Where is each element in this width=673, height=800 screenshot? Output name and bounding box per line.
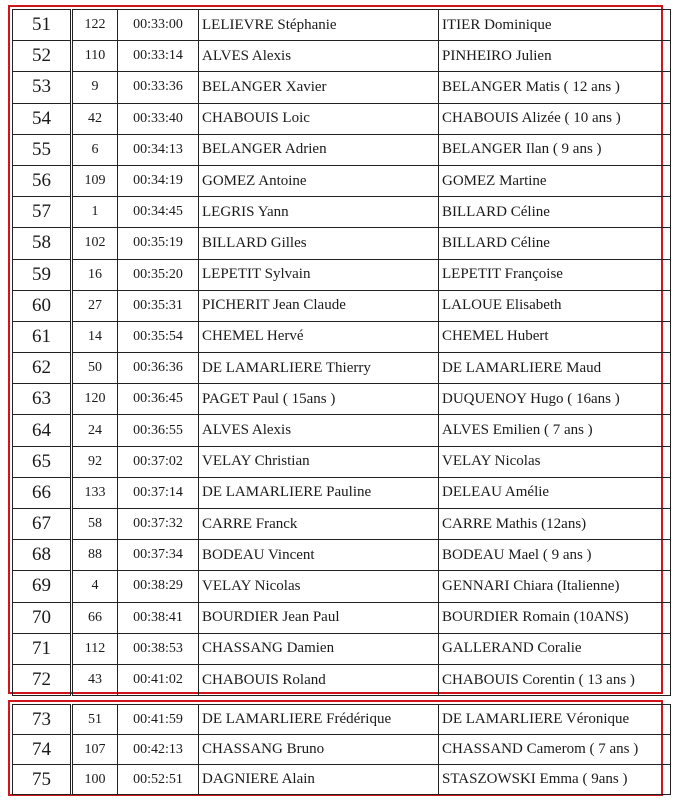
rank-cell: 70 bbox=[13, 602, 72, 633]
runner-2-name-cell: CHASSAND Camerom ( 7 ans ) bbox=[439, 735, 671, 765]
runner-2-name-cell: BOURDIER Romain (10ANS) bbox=[439, 602, 671, 633]
table-row bbox=[13, 446, 671, 477]
rank-cell: 69 bbox=[13, 571, 72, 602]
runner-1-name-cell: LEPETIT Sylvain bbox=[199, 259, 439, 290]
runner-1-name-cell: CHASSANG Bruno bbox=[199, 735, 439, 765]
rank-cell: 72 bbox=[13, 664, 72, 695]
table-row bbox=[13, 290, 671, 321]
runner-2-name-cell: DE LAMARLIERE Véronique bbox=[439, 705, 671, 735]
finish-time-cell: 00:35:54 bbox=[118, 321, 199, 352]
bib-number-cell: 110 bbox=[72, 41, 118, 72]
runner-1-name-cell: BOURDIER Jean Paul bbox=[199, 602, 439, 633]
finish-time-cell: 00:41:02 bbox=[118, 664, 199, 695]
finish-time-cell: 00:37:34 bbox=[118, 540, 199, 571]
rank-cell: 54 bbox=[13, 103, 72, 134]
runner-1-name-cell: CHASSANG Damien bbox=[199, 633, 439, 664]
runner-2-name-cell: GOMEZ Martine bbox=[439, 165, 671, 196]
bib-number-cell: 133 bbox=[72, 477, 118, 508]
runner-1-name-cell: ALVES Alexis bbox=[199, 415, 439, 446]
runner-2-name-cell: BODEAU Mael ( 9 ans ) bbox=[439, 540, 671, 571]
table-row bbox=[13, 103, 671, 134]
bib-number-cell: 92 bbox=[72, 446, 118, 477]
rank-cell: 73 bbox=[13, 705, 72, 735]
bib-number-cell: 9 bbox=[72, 72, 118, 103]
runner-2-name-cell: BILLARD Céline bbox=[439, 228, 671, 259]
runner-2-name-cell: LEPETIT Françoise bbox=[439, 259, 671, 290]
bib-number-cell: 112 bbox=[72, 633, 118, 664]
finish-time-cell: 00:37:02 bbox=[118, 446, 199, 477]
results-table-top-section bbox=[8, 5, 663, 694]
finish-time-cell: 00:34:13 bbox=[118, 134, 199, 165]
results-table bbox=[12, 704, 671, 795]
table-row bbox=[13, 228, 671, 259]
runner-1-name-cell: DE LAMARLIERE Thierry bbox=[199, 353, 439, 384]
finish-time-cell: 00:37:14 bbox=[118, 477, 199, 508]
bib-number-cell: 27 bbox=[72, 290, 118, 321]
bib-number-cell: 109 bbox=[72, 165, 118, 196]
finish-time-cell: 00:34:45 bbox=[118, 197, 199, 228]
finish-time-cell: 00:41:59 bbox=[118, 705, 199, 735]
bib-number-cell: 107 bbox=[72, 735, 118, 765]
runner-2-name-cell: BELANGER Ilan ( 9 ans ) bbox=[439, 134, 671, 165]
rank-cell: 65 bbox=[13, 446, 72, 477]
bib-number-cell: 122 bbox=[72, 10, 118, 41]
runner-1-name-cell: DE LAMARLIERE Frédérique bbox=[199, 705, 439, 735]
finish-time-cell: 00:42:13 bbox=[118, 735, 199, 765]
runner-2-name-cell: BILLARD Céline bbox=[439, 197, 671, 228]
runner-1-name-cell: CHEMEL Hervé bbox=[199, 321, 439, 352]
runner-2-name-cell: CHABOUIS Corentin ( 13 ans ) bbox=[439, 664, 671, 695]
finish-time-cell: 00:33:00 bbox=[118, 10, 199, 41]
finish-time-cell: 00:38:53 bbox=[118, 633, 199, 664]
rank-cell: 51 bbox=[13, 10, 72, 41]
table-row bbox=[13, 765, 671, 795]
rank-cell: 64 bbox=[13, 415, 72, 446]
runner-1-name-cell: BELANGER Adrien bbox=[199, 134, 439, 165]
bib-number-cell: 102 bbox=[72, 228, 118, 259]
runner-1-name-cell: CHABOUIS Roland bbox=[199, 664, 439, 695]
runner-1-name-cell: ALVES Alexis bbox=[199, 41, 439, 72]
finish-time-cell: 00:37:32 bbox=[118, 509, 199, 540]
table-row bbox=[13, 633, 671, 664]
bib-number-cell: 50 bbox=[72, 353, 118, 384]
rank-cell: 67 bbox=[13, 509, 72, 540]
runner-2-name-cell: ITIER Dominique bbox=[439, 10, 671, 41]
bib-number-cell: 24 bbox=[72, 415, 118, 446]
rank-cell: 66 bbox=[13, 477, 72, 508]
rank-cell: 75 bbox=[13, 765, 72, 795]
bib-number-cell: 88 bbox=[72, 540, 118, 571]
table-row bbox=[13, 602, 671, 633]
runner-1-name-cell: VELAY Nicolas bbox=[199, 571, 439, 602]
rank-cell: 61 bbox=[13, 321, 72, 352]
runner-2-name-cell: ALVES Emilien ( 7 ans ) bbox=[439, 415, 671, 446]
runner-2-name-cell: VELAY Nicolas bbox=[439, 446, 671, 477]
rank-cell: 53 bbox=[13, 72, 72, 103]
table-row bbox=[13, 197, 671, 228]
bib-number-cell: 4 bbox=[72, 571, 118, 602]
finish-time-cell: 00:33:36 bbox=[118, 72, 199, 103]
rank-cell: 57 bbox=[13, 197, 72, 228]
table-row bbox=[13, 540, 671, 571]
finish-time-cell: 00:33:14 bbox=[118, 41, 199, 72]
table-row bbox=[13, 10, 671, 41]
finish-time-cell: 00:38:41 bbox=[118, 602, 199, 633]
bib-number-cell: 42 bbox=[72, 103, 118, 134]
rank-cell: 58 bbox=[13, 228, 72, 259]
table-row bbox=[13, 353, 671, 384]
rank-cell: 55 bbox=[13, 134, 72, 165]
finish-time-cell: 00:36:45 bbox=[118, 384, 199, 415]
table-row bbox=[13, 384, 671, 415]
table-row bbox=[13, 134, 671, 165]
table-row bbox=[13, 72, 671, 103]
runner-1-name-cell: LELIEVRE Stéphanie bbox=[199, 10, 439, 41]
bib-number-cell: 16 bbox=[72, 259, 118, 290]
runner-2-name-cell: GALLERAND Coralie bbox=[439, 633, 671, 664]
bib-number-cell: 51 bbox=[72, 705, 118, 735]
runner-2-name-cell: LALOUE Elisabeth bbox=[439, 290, 671, 321]
bib-number-cell: 120 bbox=[72, 384, 118, 415]
rank-cell: 60 bbox=[13, 290, 72, 321]
rank-cell: 62 bbox=[13, 353, 72, 384]
table-row bbox=[13, 41, 671, 72]
rank-cell: 71 bbox=[13, 633, 72, 664]
rank-cell: 63 bbox=[13, 384, 72, 415]
runner-2-name-cell: GENNARI Chiara (Italienne) bbox=[439, 571, 671, 602]
finish-time-cell: 00:35:31 bbox=[118, 290, 199, 321]
bib-number-cell: 100 bbox=[72, 765, 118, 795]
table-row bbox=[13, 477, 671, 508]
rank-cell: 68 bbox=[13, 540, 72, 571]
runner-2-name-cell: CHEMEL Hubert bbox=[439, 321, 671, 352]
table-row bbox=[13, 705, 671, 735]
rank-cell: 59 bbox=[13, 259, 72, 290]
bib-number-cell: 58 bbox=[72, 509, 118, 540]
table-row bbox=[13, 509, 671, 540]
runner-1-name-cell: DE LAMARLIERE Pauline bbox=[199, 477, 439, 508]
runner-2-name-cell: CHABOUIS Alizée ( 10 ans ) bbox=[439, 103, 671, 134]
runner-2-name-cell: DELEAU Amélie bbox=[439, 477, 671, 508]
rank-cell: 56 bbox=[13, 165, 72, 196]
runner-2-name-cell: CARRE Mathis (12ans) bbox=[439, 509, 671, 540]
results-table-bottom-section bbox=[8, 700, 663, 796]
bib-number-cell: 43 bbox=[72, 664, 118, 695]
runner-1-name-cell: BELANGER Xavier bbox=[199, 72, 439, 103]
finish-time-cell: 00:38:29 bbox=[118, 571, 199, 602]
table-row bbox=[13, 165, 671, 196]
runner-1-name-cell: LEGRIS Yann bbox=[199, 197, 439, 228]
runner-1-name-cell: CARRE Franck bbox=[199, 509, 439, 540]
finish-time-cell: 00:52:51 bbox=[118, 765, 199, 795]
table-row bbox=[13, 664, 671, 695]
table-row bbox=[13, 571, 671, 602]
runner-1-name-cell: DAGNIERE Alain bbox=[199, 765, 439, 795]
rank-cell: 74 bbox=[13, 735, 72, 765]
runner-1-name-cell: BILLARD Gilles bbox=[199, 228, 439, 259]
runner-1-name-cell: PICHERIT Jean Claude bbox=[199, 290, 439, 321]
runner-1-name-cell: BODEAU Vincent bbox=[199, 540, 439, 571]
finish-time-cell: 00:35:19 bbox=[118, 228, 199, 259]
runner-1-name-cell: PAGET Paul ( 15ans ) bbox=[199, 384, 439, 415]
runner-2-name-cell: DE LAMARLIERE Maud bbox=[439, 353, 671, 384]
bib-number-cell: 14 bbox=[72, 321, 118, 352]
finish-time-cell: 00:35:20 bbox=[118, 259, 199, 290]
table-row bbox=[13, 735, 671, 765]
finish-time-cell: 00:33:40 bbox=[118, 103, 199, 134]
bib-number-cell: 6 bbox=[72, 134, 118, 165]
runner-1-name-cell: VELAY Christian bbox=[199, 446, 439, 477]
runner-1-name-cell: GOMEZ Antoine bbox=[199, 165, 439, 196]
finish-time-cell: 00:36:55 bbox=[118, 415, 199, 446]
bib-number-cell: 1 bbox=[72, 197, 118, 228]
runner-2-name-cell: PINHEIRO Julien bbox=[439, 41, 671, 72]
results-table bbox=[12, 9, 671, 696]
runner-2-name-cell: STASZOWSKI Emma ( 9ans ) bbox=[439, 765, 671, 795]
runner-1-name-cell: CHABOUIS Loic bbox=[199, 103, 439, 134]
rank-cell: 52 bbox=[13, 41, 72, 72]
runner-2-name-cell: DUQUENOY Hugo ( 16ans ) bbox=[439, 384, 671, 415]
table-row bbox=[13, 321, 671, 352]
table-row bbox=[13, 259, 671, 290]
finish-time-cell: 00:36:36 bbox=[118, 353, 199, 384]
runner-2-name-cell: BELANGER Matis ( 12 ans ) bbox=[439, 72, 671, 103]
finish-time-cell: 00:34:19 bbox=[118, 165, 199, 196]
table-row bbox=[13, 415, 671, 446]
bib-number-cell: 66 bbox=[72, 602, 118, 633]
